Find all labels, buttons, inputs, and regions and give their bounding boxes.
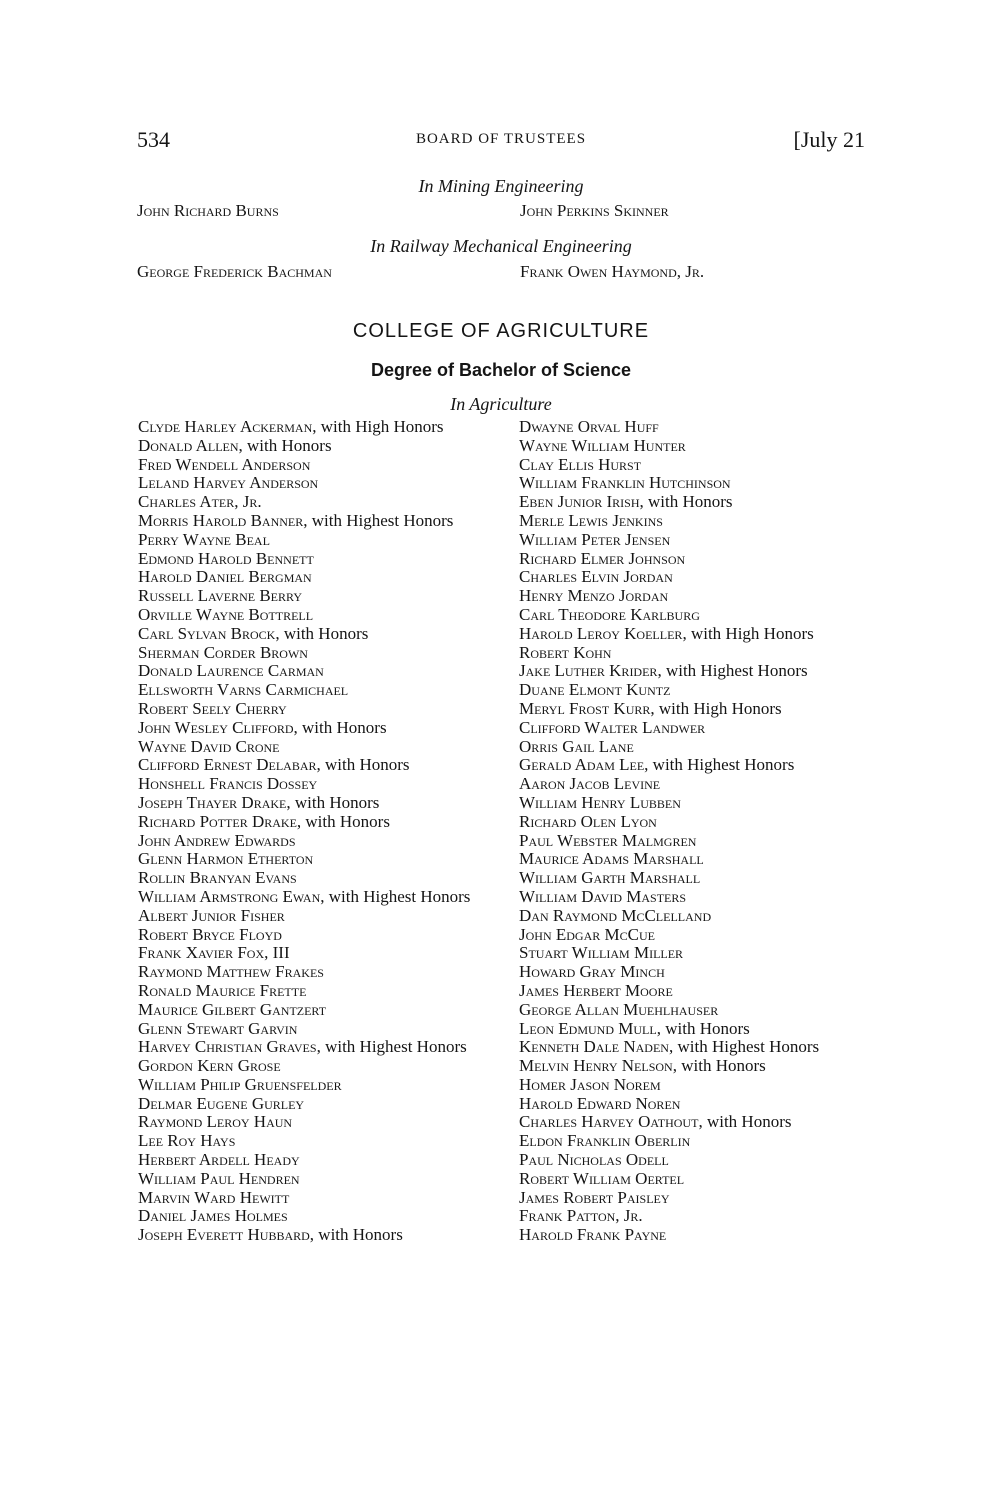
- graduate-entry: [138, 738, 510, 757]
- graduate-name: Paul Webster Malmgren: [519, 830, 697, 850]
- graduate-entry: [519, 775, 879, 794]
- graduate-name: Donald Laurence Carman: [138, 661, 324, 681]
- graduate-name: William Armstrong Ewan: [138, 886, 321, 906]
- graduate-name: James Robert Paisley: [519, 1187, 670, 1207]
- graduates-column-right: [519, 418, 879, 1245]
- graduate-name: William Peter Jensen: [519, 529, 671, 549]
- graduate-entry: [138, 1189, 510, 1208]
- graduate-name: Homer Jason Norem: [519, 1074, 661, 1094]
- graduate-entry: [519, 568, 879, 587]
- graduate-name: Stuart William Miller: [519, 943, 684, 963]
- graduate-name: Ellsworth Varns Carmichael: [138, 680, 349, 700]
- graduate-entry: [138, 437, 510, 456]
- graduate-name: Maurice Gilbert Gantzert: [138, 999, 327, 1019]
- graduate-entry: [138, 531, 510, 550]
- graduate-name: Glenn Harmon Etherton: [138, 849, 314, 869]
- graduate-name: Harold Daniel Bergman: [138, 567, 312, 587]
- graduate-name: Rollin Branyan Evans: [138, 868, 297, 888]
- graduate-entry: [138, 550, 510, 569]
- graduate-name: Frank Owen Haymond, Jr.: [520, 262, 705, 281]
- graduate-name: Charles Harvey Oathout: [519, 1112, 699, 1132]
- graduate-name: Howard Gray Minch: [519, 962, 665, 982]
- graduate-name: Fred Wendell Anderson: [138, 454, 311, 474]
- graduate-name: Gerald Adam Lee: [519, 755, 645, 775]
- honors-note: , with Highest Honors: [657, 661, 808, 681]
- graduate-name: Richard Potter Drake: [138, 811, 297, 831]
- graduate-entry: [138, 907, 510, 926]
- graduate-name: John Richard Burns: [137, 201, 279, 220]
- graduate-entry: [138, 1095, 510, 1114]
- graduate-name: James Herbert Moore: [519, 980, 673, 1000]
- graduate-entry: [519, 700, 879, 719]
- honors-note: , with Highest Honors: [320, 886, 471, 906]
- graduate-entry: [138, 869, 510, 888]
- graduate-entry: [519, 681, 879, 700]
- graduate-name: William Garth Marshall: [519, 868, 701, 888]
- railway-graduates: [137, 262, 865, 286]
- degree-heading: Degree of Bachelor of Science: [370, 360, 632, 380]
- graduate-name: Ronald Maurice Frette: [138, 980, 307, 1000]
- graduate-entry: [519, 1170, 879, 1189]
- graduate-entry: [519, 869, 879, 888]
- graduate-name: Joseph Thayer Drake: [138, 792, 287, 812]
- graduate-name: Eldon Franklin Oberlin: [519, 1131, 691, 1151]
- graduate-entry: [138, 512, 510, 531]
- graduate-entry: [138, 1132, 510, 1151]
- graduate-entry: [138, 1170, 510, 1189]
- honors-note: , with Honors: [698, 1112, 792, 1132]
- graduate-name: Gordon Kern Grose: [138, 1056, 281, 1076]
- graduate-name: Orville Wayne Bottrell: [138, 604, 314, 624]
- graduate-entry: [519, 625, 879, 644]
- graduate-name: Paul Nicholas Odell: [519, 1150, 669, 1170]
- graduate-entry: [519, 493, 879, 512]
- graduate-name: Herbert Ardell Heady: [138, 1150, 300, 1170]
- graduate-entry: [519, 756, 879, 775]
- graduate-name: Charles Elvin Jordan: [519, 567, 673, 587]
- graduate-entry: [138, 775, 510, 794]
- honors-note: , with Honors: [316, 755, 410, 775]
- graduate-entry: [519, 1095, 879, 1114]
- mining-graduates: [137, 201, 865, 225]
- graduate-entry: [519, 1207, 879, 1226]
- graduate-name: Carl Sylvan Brock: [138, 623, 276, 643]
- graduate-name: Clifford Walter Landwer: [519, 717, 706, 737]
- graduate-entry: [138, 606, 510, 625]
- graduate-entry: [519, 531, 879, 550]
- graduate-name: Dwayne Orval Huff: [519, 417, 659, 436]
- graduate-name: Melvin Henry Nelson: [519, 1056, 673, 1076]
- graduate-entry: [138, 926, 510, 945]
- honors-note: , with Highest Honors: [303, 510, 454, 530]
- graduate-name: Robert Seely Cherry: [138, 698, 287, 718]
- graduate-name: Henry Menzo Jordan: [519, 586, 669, 606]
- graduate-name: Charles Ater, Jr.: [138, 492, 262, 512]
- graduate-entry: [519, 926, 879, 945]
- graduate-entry: [138, 944, 510, 963]
- graduate-name: Clyde Harley Ackerman: [138, 417, 313, 436]
- graduate-entry: [519, 587, 879, 606]
- honors-note: , with Highest Honors: [316, 1037, 467, 1057]
- graduate-entry: [519, 1226, 879, 1245]
- graduate-name: Clifford Ernest Delabar: [138, 755, 317, 775]
- graduate-name: Sherman Corder Brown: [138, 642, 308, 662]
- graduate-name: Marvin Ward Hewitt: [138, 1187, 290, 1207]
- graduate-name: Harvey Christian Graves: [138, 1037, 317, 1057]
- graduate-entry: [519, 512, 879, 531]
- honors-note: , with Honors: [296, 811, 390, 831]
- graduate-entry: [138, 1113, 510, 1132]
- graduate-name: George Allan Muehlhauser: [519, 999, 719, 1019]
- college-heading: COLLEGE OF AGRICULTURE: [352, 320, 650, 342]
- graduate-name: Harold Edward Noren: [519, 1093, 681, 1113]
- graduate-entry: [138, 418, 510, 437]
- graduate-entry: [138, 888, 510, 907]
- graduate-entry: [138, 719, 510, 738]
- graduate-name: Donald Allen: [138, 435, 239, 455]
- graduate-name: William Henry Lubben: [519, 792, 681, 812]
- graduate-name: Robert Bryce Floyd: [138, 924, 282, 944]
- graduate-entry: [138, 850, 510, 869]
- graduate-name: Wayne William Hunter: [519, 435, 686, 455]
- graduate-name: Harold Leroy Koeller: [519, 623, 683, 643]
- graduate-entry: [519, 850, 879, 869]
- graduate-entry: [138, 794, 510, 813]
- graduate-entry: [519, 888, 879, 907]
- graduate-entry: [519, 719, 879, 738]
- graduate-entry: [519, 738, 879, 757]
- graduate-entry: [519, 982, 879, 1001]
- graduate-name: William Philip Gruensfelder: [138, 1074, 342, 1094]
- graduate-entry: [138, 493, 510, 512]
- graduate-name: Eben Junior Irish: [519, 492, 640, 512]
- graduate-name: Wayne David Crone: [138, 736, 280, 756]
- graduate-name: Perry Wayne Beal: [138, 529, 270, 549]
- graduate-name: William David Masters: [519, 886, 687, 906]
- graduate-entry: [519, 1151, 879, 1170]
- graduate-entry: [519, 1132, 879, 1151]
- graduate-entry: [138, 568, 510, 587]
- graduate-entry: [519, 907, 879, 926]
- graduate-name: Morris Harold Banner: [138, 510, 304, 530]
- graduate-name: Daniel James Holmes: [138, 1206, 288, 1226]
- graduate-name: Frank Patton, Jr.: [519, 1206, 643, 1226]
- honors-note: , with Highest Honors: [644, 755, 795, 775]
- graduate-name: William Paul Hendren: [138, 1168, 300, 1188]
- honors-note: , with Honors: [639, 492, 733, 512]
- agriculture-heading: In Agriculture: [450, 394, 552, 414]
- graduate-entry: [138, 1057, 510, 1076]
- graduate-name: Edmond Harold Bennett: [138, 548, 314, 568]
- honors-note: , with High Honors: [650, 698, 782, 718]
- graduate-entry: [519, 1057, 879, 1076]
- graduate-entry: [519, 1001, 879, 1020]
- graduate-entry: [519, 813, 879, 832]
- graduate-name: George Frederick Bachman: [137, 262, 332, 281]
- graduate-entry: [138, 1001, 510, 1020]
- graduate-entry: [519, 437, 879, 456]
- graduate-entry: [519, 662, 879, 681]
- graduate-name: Albert Junior Fisher: [138, 905, 285, 925]
- graduate-name: Carl Theodore Karlburg: [519, 604, 700, 624]
- page-date: [July 21: [793, 127, 865, 152]
- graduate-entry: [519, 606, 879, 625]
- graduate-name: Orris Gail Lane: [519, 736, 634, 756]
- graduate-entry: [138, 1076, 510, 1095]
- graduate-name: Raymond Matthew Frakes: [138, 962, 324, 982]
- graduate-name: Russell Laverne Berry: [138, 586, 303, 606]
- graduate-name: Dan Raymond McClelland: [519, 905, 712, 925]
- honors-note: , with Honors: [672, 1056, 766, 1076]
- graduate-entry: [138, 963, 510, 982]
- graduate-name: Lee Roy Hays: [138, 1131, 236, 1151]
- graduate-entry: [138, 662, 510, 681]
- graduate-name: John Perkins Skinner: [520, 201, 669, 220]
- railway-heading: In Railway Mechanical Engineering: [370, 236, 632, 256]
- honors-note: , with Honors: [309, 1225, 403, 1245]
- graduate-name: Richard Elmer Johnson: [519, 548, 686, 568]
- graduate-name: Leon Edmund Mull: [519, 1018, 657, 1038]
- mining-heading: In Mining Engineering: [418, 176, 584, 196]
- honors-note: , with High Honors: [682, 623, 814, 643]
- graduate-entry: [138, 1207, 510, 1226]
- honors-note: , with Honors: [286, 792, 380, 812]
- graduate-entry: [138, 587, 510, 606]
- graduate-entry: [138, 1151, 510, 1170]
- honors-note: , with Honors: [293, 717, 387, 737]
- graduate-name: Maurice Adams Marshall: [519, 849, 704, 869]
- graduate-name: Honshell Francis Dossey: [138, 774, 318, 794]
- graduate-name: John Andrew Edwards: [138, 830, 296, 850]
- graduate-entry: [138, 982, 510, 1001]
- graduate-name: Meryl Frost Kurr: [519, 698, 651, 718]
- graduate-entry: [519, 1038, 879, 1057]
- graduate-entry: [138, 1020, 510, 1039]
- graduate-name: Merle Lewis Jenkins: [519, 510, 663, 530]
- graduate-name: Robert William Oertel: [519, 1168, 685, 1188]
- graduate-entry: [138, 1226, 510, 1245]
- graduate-entry: [519, 794, 879, 813]
- graduate-name: Raymond Leroy Haun: [138, 1112, 293, 1132]
- graduate-entry: [519, 963, 879, 982]
- graduate-name: John Wesley Clifford: [138, 717, 294, 737]
- graduate-name: Delmar Eugene Gurley: [138, 1093, 305, 1113]
- graduate-name: William Franklin Hutchinson: [519, 473, 731, 493]
- graduate-entry: [519, 944, 879, 963]
- graduate-name: Leland Harvey Anderson: [138, 473, 319, 493]
- graduate-entry: [519, 1189, 879, 1208]
- honors-note: , with Honors: [238, 435, 332, 455]
- graduate-name: John Edgar McCue: [519, 924, 655, 944]
- honors-note: , with High Honors: [312, 417, 444, 436]
- graduate-name: Aaron Jacob Levine: [519, 774, 661, 794]
- graduate-entry: [519, 644, 879, 663]
- graduate-entry: [519, 550, 879, 569]
- graduate-entry: [519, 1020, 879, 1039]
- graduate-entry: [138, 813, 510, 832]
- running-head: [137, 127, 865, 157]
- graduate-entry: [519, 474, 879, 493]
- graduate-name: Duane Elmont Kuntz: [519, 680, 671, 700]
- graduate-entry: [138, 625, 510, 644]
- graduate-name: Jake Luther Krider: [519, 661, 658, 681]
- graduate-entry: [138, 644, 510, 663]
- graduate-entry: [138, 832, 510, 851]
- graduate-entry: [138, 756, 510, 775]
- graduate-entry: [519, 456, 879, 475]
- graduate-entry: [138, 474, 510, 493]
- graduate-entry: [138, 456, 510, 475]
- running-title: BOARD OF TRUSTEES: [415, 131, 587, 147]
- graduate-entry: [519, 832, 879, 851]
- graduate-name: Harold Frank Payne: [519, 1225, 667, 1245]
- graduate-entry: [519, 1113, 879, 1132]
- graduate-entry: [138, 1038, 510, 1057]
- honors-note: , with Highest Honors: [668, 1037, 820, 1057]
- graduate-name: Kenneth Dale Naden: [519, 1037, 669, 1057]
- graduate-entry: [519, 1076, 879, 1095]
- honors-note: , with Honors: [656, 1018, 750, 1038]
- graduate-name: Clay Ellis Hurst: [519, 454, 642, 474]
- graduates-column-left: [138, 418, 510, 1245]
- graduate-name: Glenn Stewart Garvin: [138, 1018, 298, 1038]
- graduate-name: Robert Kohn: [519, 642, 612, 662]
- graduate-entry: [138, 681, 510, 700]
- honors-note: , with Honors: [275, 623, 369, 643]
- page-number: 534: [137, 127, 170, 152]
- graduate-name: Joseph Everett Hubbard: [138, 1225, 310, 1245]
- graduate-name: Richard Olen Lyon: [519, 811, 657, 831]
- graduate-name: Frank Xavier Fox, III: [138, 943, 290, 963]
- graduate-entry: [138, 700, 510, 719]
- graduate-entry: [519, 418, 879, 437]
